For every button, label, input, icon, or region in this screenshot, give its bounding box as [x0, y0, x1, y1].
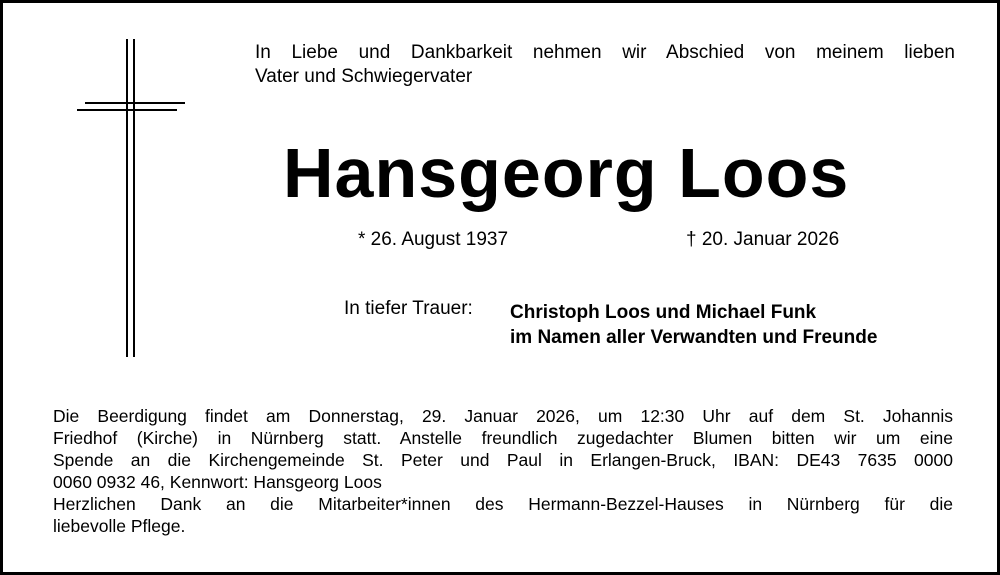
mourners-line-1: Christoph Loos und Michael Funk [510, 302, 817, 323]
notice-line: Spende an die Kirchengemeinde St. Peter und Paul in Erlangen-Bruck, IBAN: DE43 7635 0000 [53, 450, 953, 470]
cross-icon [73, 39, 188, 357]
mourners [510, 300, 877, 350]
birth-date: * 26. August 1937 [358, 229, 509, 250]
notice-line: Friedhof (Kirche) in Nürnberg statt. Anstelle freundlich zugedachter Blumen bitten wir um eine [53, 428, 953, 448]
intro-line-2: Vater und Schwiegervater [255, 66, 473, 87]
notice-line: Herzlichen Dank an die Mitarbeiter*innen des Hermann-Bezzel-Hauses in Nürnberg für die [53, 494, 953, 514]
mourning-label: In tiefer Trauer: [344, 298, 473, 319]
deceased-name: Hansgeorg Loos [283, 134, 850, 212]
death-date: † 20. Januar 2026 [686, 229, 840, 250]
notice-line: liebevolle Pflege. [53, 516, 186, 536]
mourners-line-2: im Namen aller Verwandten und Freunde [510, 327, 878, 348]
notice-line: 0060 0932 46, Kennwort: Hansgeorg Loos [53, 472, 382, 492]
intro-line-1: In Liebe und Dankbarkeit nehmen wir Abschied von meinem lieben [255, 42, 955, 63]
intro-text [255, 41, 955, 89]
notice-line: Die Beerdigung findet am Donnerstag, 29. Januar 2026, um 12:30 Uhr auf dem St. Johannis [53, 406, 953, 426]
funeral-notice [53, 405, 953, 537]
